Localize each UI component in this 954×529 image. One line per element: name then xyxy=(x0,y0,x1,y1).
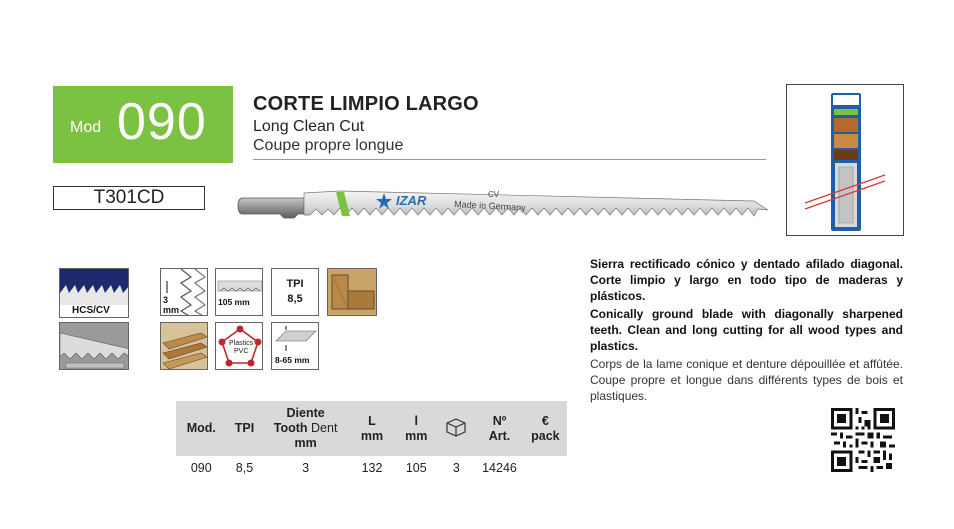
cell-usable: 105 xyxy=(405,461,427,475)
cell-article: 14246 xyxy=(482,461,517,475)
thickness-label: 8-65 mm xyxy=(275,355,310,365)
tooth-set-label: 3 mm xyxy=(163,295,180,315)
header-length-symbol: L xyxy=(368,413,376,428)
title-divider xyxy=(253,159,766,160)
pvc-label: PVC xyxy=(234,348,249,355)
title-english: Long Clean Cut xyxy=(253,118,365,135)
plastics-label: Plastics xyxy=(229,340,254,347)
qr-code-icon[interactable] xyxy=(831,408,895,472)
header-article-label: Art. xyxy=(488,428,511,443)
header-tooth-es: Diente xyxy=(286,406,325,420)
tpi-icon xyxy=(271,268,319,316)
header-usable-unit: mm xyxy=(405,428,428,443)
wood-joint-icon xyxy=(327,268,377,316)
cutting-thickness-icon xyxy=(271,322,319,370)
header-tooth-fr: Dent xyxy=(311,421,338,435)
cell-tooth: 3 xyxy=(302,461,310,475)
description-french: Corps de la lame conique et denture dépouillée et affûtée. Coupe propre et longue dans différents types de bois et plastiques. xyxy=(590,357,903,403)
wood-boards-icon xyxy=(160,322,208,370)
header-tooth-en: Tooth xyxy=(273,421,308,435)
header-usable-length xyxy=(395,401,437,456)
blade-grade: CV xyxy=(488,190,500,199)
header-pack xyxy=(437,401,475,456)
model-prefix: Mod xyxy=(70,119,102,136)
blade-brand: IZAR xyxy=(396,193,427,208)
header-length xyxy=(349,401,395,456)
product-photo xyxy=(786,84,904,236)
header-price-pack: pack xyxy=(531,428,560,443)
header-usable-symbol: l xyxy=(414,413,418,428)
tpi-icon-label: TPI xyxy=(286,278,304,290)
header-tpi: TPI xyxy=(227,401,263,456)
usable-length-icon xyxy=(215,268,263,316)
tpi-icon-value: 8,5 xyxy=(287,293,303,305)
header-price xyxy=(524,401,567,456)
box-icon xyxy=(443,416,469,438)
header-price-currency: € xyxy=(541,413,549,428)
header-mod: Mod. xyxy=(176,401,227,456)
tooth-set-icon xyxy=(160,268,208,316)
blade-origin: Made in Germany xyxy=(453,199,526,213)
title-french: Coupe propre longue xyxy=(253,137,404,154)
header-length-unit: mm xyxy=(360,428,384,443)
model-number: 090 xyxy=(117,93,207,151)
description-spanish: Sierra rectificado cónico y dentado afilado diagonal. Corte limpio y largo en todo tipo de maderas y plásticos. xyxy=(590,257,903,303)
jigsaw-blade-image xyxy=(236,182,770,226)
header-tooth-unit: mm xyxy=(294,436,317,450)
hcs-cv-material-icon xyxy=(59,268,129,318)
description-english: Conically ground blade with diagonally sharpened teeth. Clean and long cutting for all wood types and plastics. xyxy=(590,307,903,353)
cell-pack: 3 xyxy=(452,461,460,475)
cell-length: 132 xyxy=(361,461,383,475)
model-badge xyxy=(53,86,233,163)
material-label: HCS/CV xyxy=(72,305,110,316)
header-article xyxy=(475,401,523,456)
cell-mod: 090 xyxy=(190,461,212,475)
spec-table xyxy=(176,401,567,480)
plastics-pvc-icon xyxy=(215,322,263,370)
usable-length-label: 105 mm xyxy=(218,297,250,307)
cell-price xyxy=(524,456,567,480)
blade-detail-icon xyxy=(59,322,129,370)
header-article-no: Nº xyxy=(492,413,507,428)
blade-code: T301CD xyxy=(53,186,205,210)
title-spanish: CORTE LIMPIO LARGO xyxy=(253,93,479,115)
cell-tpi: 8,5 xyxy=(235,461,254,475)
table-row xyxy=(176,456,567,480)
table-header-row xyxy=(176,401,567,456)
header-tooth xyxy=(262,401,348,456)
